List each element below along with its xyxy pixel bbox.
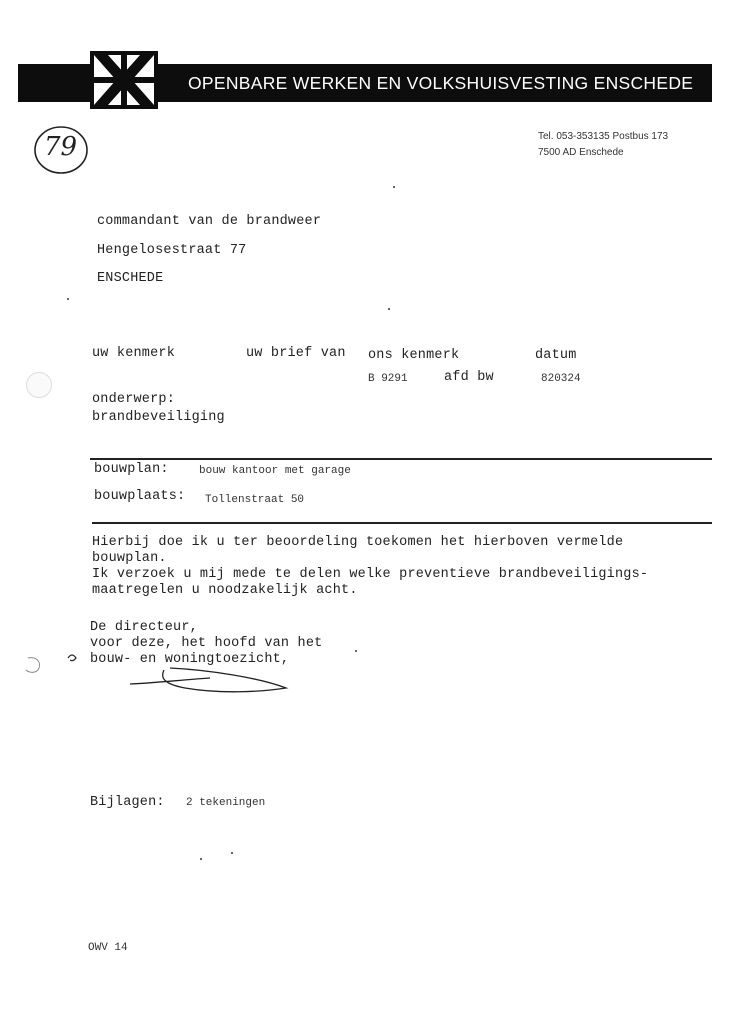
recipient-city: ENSCHEDE [97,271,164,286]
subject-label: onderwerp: [92,392,176,407]
scan-speck [231,852,233,854]
letterhead-title: OPENBARE WERKEN EN VOLKSHUISVESTING ENSCHEDE [188,73,694,93]
body-line-1: Hierbij doe ik u ter beoordeling toekomen het hierboven vermelde [92,535,624,550]
recipient-name: commandant van de brandweer [97,214,322,229]
handwritten-number-text: 79 [44,132,78,162]
closing-line-1: De directeur, [90,620,198,635]
attachments-label: Bijlagen: [90,795,165,810]
scan-speck [67,298,69,300]
scan-speck [393,186,395,188]
divider-bottom [92,522,712,524]
punch-hole-mark [26,372,52,398]
label-uw-kenmerk: uw kenmerk [92,346,176,361]
scan-speck [388,308,390,310]
bouwplaats-value: Tollenstraat 50 [205,494,305,506]
contact-city: 7500 AD Enschede [538,147,624,158]
recipient-street: Hengelosestraat 77 [97,243,247,258]
bouwplaats-label: bouwplaats: [94,489,186,504]
body-line-4: maatregelen u noodzakelijk acht. [92,583,358,598]
subject-value: brandbeveiliging [92,410,225,425]
scan-speck [355,650,357,652]
closing-line-2: voor deze, het hoofd van het [90,636,323,651]
bouwplan-value: bouw kantoor met garage [199,465,351,477]
closing-line-3: bouw- en woningtoezicht, [90,652,290,667]
label-ons-kenmerk: ons kenmerk [368,348,460,363]
handwritten-file-number [30,122,92,178]
divider-top [90,458,712,460]
signature [60,648,300,696]
scan-speck [200,858,202,860]
letterhead-bar [18,64,712,102]
body-line-3: Ik verzoek u mij mede te delen welke preventieve brandbeveiligings- [92,567,649,582]
label-uw-brief-van: uw brief van [246,346,346,361]
punch-hole-mark [22,654,46,676]
form-code: OWV 14 [88,942,128,954]
contact-phone-postbus: Tel. 053-353135 Postbus 173 [538,131,669,142]
municipal-logo [90,51,158,109]
bouwplan-label: bouwplan: [94,462,169,477]
attachments-value: 2 tekeningen [186,797,266,809]
value-afdeling: afd bw [444,370,494,385]
value-datum: 820324 [541,373,581,385]
label-datum: datum [535,348,577,363]
body-line-2: bouwplan. [92,551,167,566]
value-ons-kenmerk: B 9291 [368,373,408,385]
